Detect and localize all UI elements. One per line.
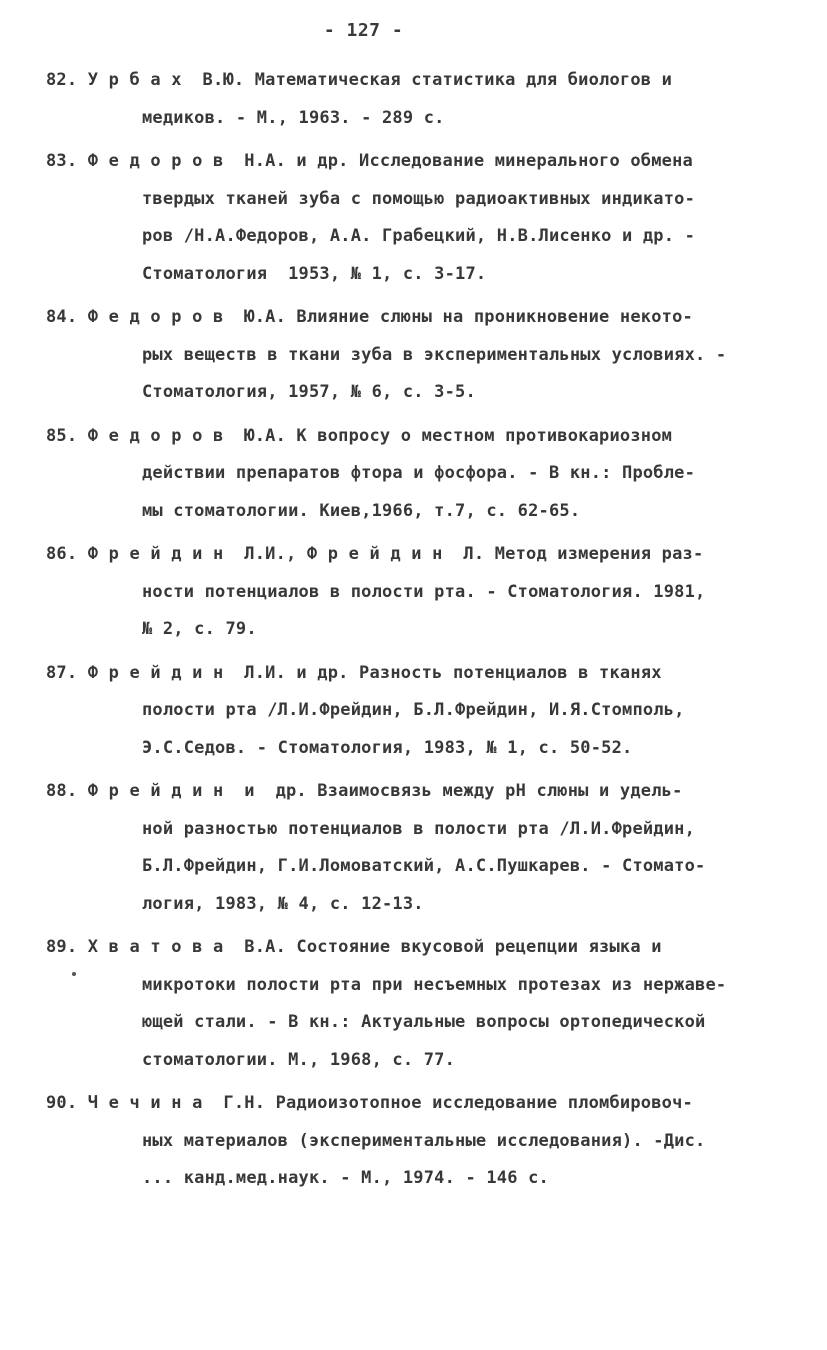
reference-first-line: 89. Х в а т о в а В.А. Состояние вкусовой рецепции языка и <box>46 937 662 957</box>
reference-first-line: 86. Ф р е й д и н Л.И., Ф р е й д и н Л. Метод измерения раз- <box>46 544 704 564</box>
reference-entry <box>46 62 816 137</box>
reference-entry <box>46 418 816 531</box>
reference-first-line: 84. Ф е д о р о в Ю.А. Влияние слюны на проникновение некото- <box>46 307 693 327</box>
reference-entry <box>46 929 816 1079</box>
reference-continuation-line: мы стоматологии. Киев,1966, т.7, с. 62-65. <box>142 500 581 521</box>
reference-entry <box>46 655 816 768</box>
reference-continuation-line: ров /Н.А.Федоров, А.А. Грабецкий, Н.В.Лисенко и др. - <box>142 226 696 246</box>
reference-first-line: 83. Ф е д о р о в Н.А. и др. Исследование минерального обмена <box>46 151 693 171</box>
reference-continuation-line: стоматологии. М., 1968, с. 77. <box>142 1049 456 1070</box>
reference-first-line: 87. Ф р е й д и н Л.И. и др. Разность потенциалов в тканях <box>46 662 662 683</box>
reference-continuation-line: полости рта /Л.И.Фрейдин, Б.Л.Фрейдин, И.Я.Стомполь, <box>142 700 685 720</box>
reference-entry <box>46 773 816 923</box>
reference-entry <box>46 143 816 293</box>
reference-entry <box>46 536 816 649</box>
reference-continuation-line: медиков. - М., 1963. - 289 с. <box>142 107 445 128</box>
reference-continuation-line: микротоки полости рта при несъемных протезах из нержаве- <box>142 974 727 995</box>
reference-first-line: 85. Ф е д о р о в Ю.А. К вопросу о местном противокариозном <box>46 425 673 446</box>
stray-dot-mark <box>72 972 76 976</box>
reference-continuation-line: ных материалов (экспериментальные исследования). -Дис. <box>142 1130 706 1151</box>
reference-continuation-line: ющей стали. - В кн.: Актуальные вопросы ортопедической <box>142 1012 706 1032</box>
reference-continuation-line: ... канд.мед.наук. - М., 1974. - 146 с. <box>142 1168 549 1188</box>
reference-continuation-line: ной разностью потенциалов в полости рта /Л.И.Фрейдин, <box>142 818 696 839</box>
page-number: - 127 - <box>323 20 404 41</box>
reference-continuation-line: Стоматология 1953, № 1, с. 3-17. <box>142 263 487 284</box>
reference-list <box>46 62 816 1204</box>
reference-first-line: 88. Ф р е й д и н и др. Взаимосвязь между рН слюны и удель- <box>46 781 683 801</box>
reference-entry <box>46 299 816 412</box>
reference-continuation-line: рых веществ в ткани зуба в экспериментальных условиях. - <box>142 344 727 365</box>
reference-continuation-line: логия, 1983, № 4, с. 12-13. <box>142 893 424 914</box>
reference-continuation-line: Стоматология, 1957, № 6, с. 3-5. <box>142 382 476 402</box>
reference-entry <box>46 1085 816 1198</box>
reference-first-line: 90. Ч е ч и н а Г.Н. Радиоизотопное исследование пломбировоч- <box>46 1093 693 1113</box>
reference-continuation-line: твердых тканей зуба с помощью радиоактивных индикато- <box>142 188 696 209</box>
reference-first-line: 82. У р б а х В.Ю. Математическая статистика для биологов и <box>46 70 673 90</box>
reference-continuation-line: № 2, с. 79. <box>142 619 257 639</box>
reference-continuation-line: Б.Л.Фрейдин, Г.И.Ломоватский, А.С.Пушкарев. - Стомато- <box>142 856 706 876</box>
reference-continuation-line: Э.С.Седов. - Стоматология, 1983, № 1, с. 50-52. <box>142 737 633 758</box>
reference-continuation-line: действии препаратов фтора и фосфора. - В кн.: Пробле- <box>142 463 696 483</box>
reference-continuation-line: ности потенциалов в полости рта. - Стоматология. 1981, <box>142 581 706 602</box>
